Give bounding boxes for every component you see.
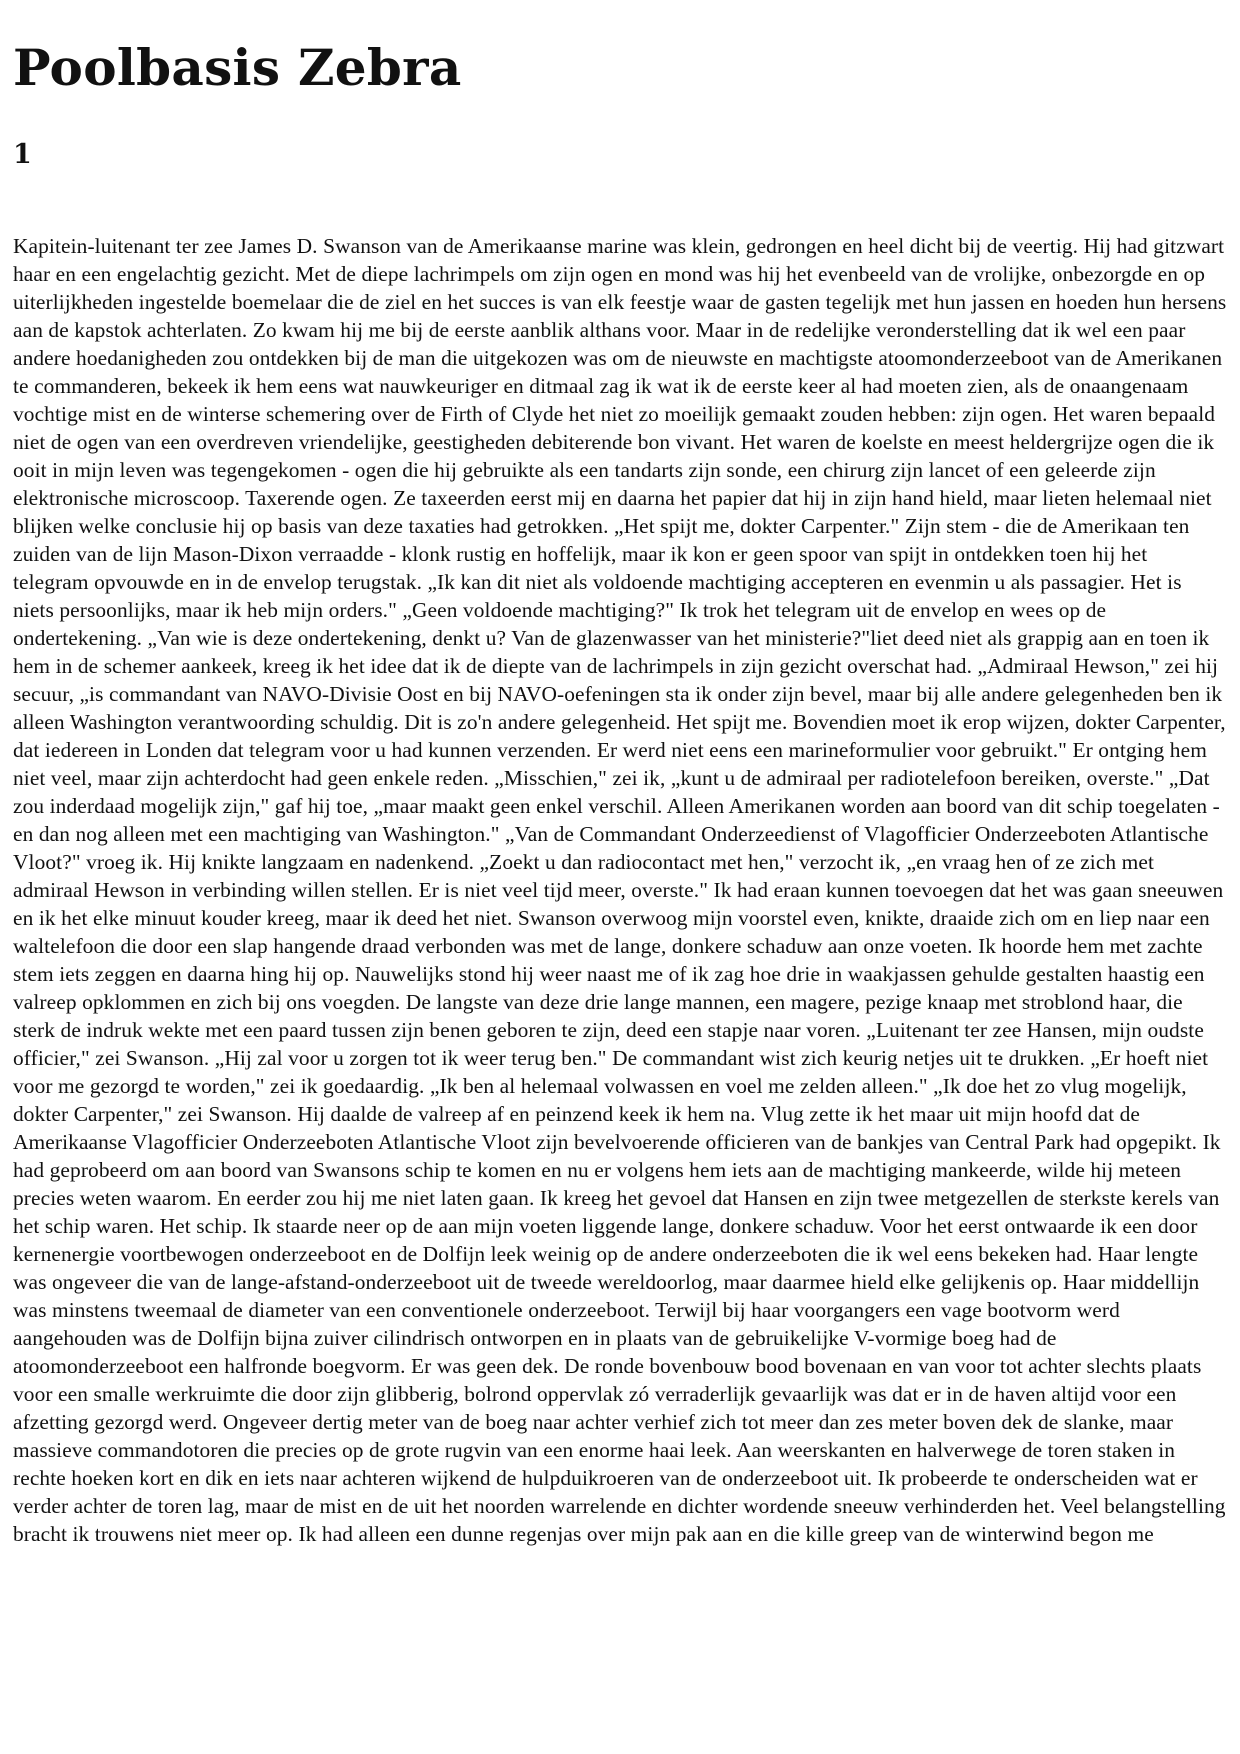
- document-title: Poolbasis Zebra: [13, 38, 462, 97]
- body-paragraph: Kapitein-luitenant ter zee James D. Swanson van de Amerikaanse marine was klein, gedrongen en heel dicht bij de veertig. Hij had gitzwart haar en een engelachtig gezicht. Met de diepe lachrimpels om zijn ogen en mond was hij het evenbeeld van de vrolijke, onbezorgde en op uiterlijkheden ingestelde boemelaar die de ziel en het succes is van elk feestje waar de gasten tegelijk met hun jassen en hoeden hun hersens aan de kapstok achterlaten. Zo kwam hij me bij de eerste aanblik althans voor. Maar in de redelijke veronderstelling dat ik wel een paar andere hoedanigheden zou ontdekken bij de man die uitgekozen was om de nieuwste en machtigste atoomonderzeeboot van de Amerikanen te commanderen, bekeek ik hem eens wat nauwkeuriger en ditmaal zag ik wat ik de eerste keer al had moeten zien, als de onaangenaam vochtige mist en de winterse schemering over de Firth of Clyde het niet zo moeilijk gemaakt zouden hebben: zijn ogen. Het waren bepaald niet de ogen van een overdreven vriendelijke, geestigheden debiterende bon vivant. Het waren de koelste en meest heldergrijze ogen die ik ooit in mijn leven was tegengekomen - ogen die hij gebruikte als een tandarts zijn sonde, een chirurg zijn lancet of een geleerde zijn elektronische microscoop. Taxerende ogen. Ze taxeerden eerst mij en daarna het papier dat hij in zijn hand hield, maar lieten helemaal niet blijken welke conclusie hij op basis van deze taxaties had getrokken. „Het spijt me, dokter Carpenter." Zijn stem - die de Amerikaan ten zuiden van de lijn Mason-Dixon verraadde - klonk rustig en hoffelijk, maar ik kon er geen spoor van spijt in ontdekken toen hij het telegram opvouwde en in de envelop terugstak. „Ik kan dit niet als voldoende machtiging accepteren en evenmin u als passagier. Het is niets persoonlijks, maar ik heb mijn orders." „Geen voldoende machtiging?" Ik trok het telegram uit de envelop en wees op de ondertekening. „Van wie is deze ondertekening, denkt u? Van de glazenwasser van het ministerie?"liet deed niet als grappig aan en toen ik hem in de schemer aankeek, kreeg ik het idee dat ik de diepte van de lachrimpels in zijn gezicht overschat had. „Admiraal Hewson," zei hij secuur, „is commandant van NAVO-Divisie Oost en bij NAVO-oefeningen sta ik onder zijn bevel, maar bij alle andere gelegenheden ben ik alleen Washington verantwoording schuldig. Dit is zo'n andere gelegenheid. Het spijt me. Bovendien moet ik erop wijzen, dokter Carpenter, dat iedereen in Londen dat telegram voor u had kunnen verzenden. Er werd niet eens een marineformulier voor gebruikt." Er ontging hem niet veel, maar zijn achterdocht had geen enkele reden. „Misschien," zei ik, „kunt u de admiraal per radiotelefoon bereiken, overste." „Dat zou inderdaad mogelijk zijn," gaf hij toe, „maar maakt geen enkel verschil. Alleen Amerikanen worden aan boord van dit schip toegelaten - en dan nog alleen met een machtiging van Washington." „Van de Commandant Onderzeedienst of Vlagofficier Onderzeeboten Atlantische Vloot?" vroeg ik. Hij knikte langzaam en nadenkend. „Zoekt u dan radiocontact met hen," verzocht ik, „en vraag hen of ze zich met admiraal Hewson in verbinding willen stellen. Er is niet veel tijd meer, overste." Ik had eraan kunnen toevoegen dat het was gaan sneeuwen en ik het elke minuut kouder kreeg, maar ik deed het niet. Swanson overwoog mijn voorstel even, knikte, draaide zich om en liep naar een waltelefoon die door een slap hangende draad verbonden was met de lange, donkere schaduw aan onze voeten. Ik hoorde hem met zachte stem iets zeggen en daarna hing hij op. Nauwelijks stond hij weer naast me of ik zag hoe drie in waakjassen gehulde gestalten haastig een valreep opklommen en zich bij ons voegden. De langste van deze drie lange mannen, een magere, pezige knaap met stroblond haar, die sterk de indruk wekte met een paard tussen zijn benen geboren te zijn, deed een stapje naar voren. „Luitenant ter zee Hansen, mijn oudste officier," zei Swanson. „Hij zal voor u zorgen tot ik weer terug ben." De commandant wist zich keurig netjes uit te drukken. „Er hoeft niet voor me gezorgd te worden," zei ik goedaardig. „Ik ben al helemaal volwassen en voel me zelden alleen." „Ik doe het zo vlug mogelijk, dokter Carpenter," zei Swanson. Hij daalde de valreep af en peinzend keek ik hem na. Vlug zette ik het maar uit mijn hoofd dat de Amerikaanse Vlagofficier Onderzeeboten Atlantische Vloot zijn bevelvoerende officieren van de bankjes van Central Park had opgepikt. Ik had geprobeerd om aan boord van Swansons schip te komen en nu er volgens hem iets aan de machtiging mankeerde, wilde hij meteen precies weten waarom. En eerder zou hij me niet laten gaan. Ik kreeg het gevoel dat Hansen en zijn twee metgezellen de sterkste kerels van het schip waren. Het schip. Ik staarde neer op de aan mijn voeten liggende lange, donkere schaduw. Voor het eerst ontwaarde ik een door kernenergie voortbewogen onderzeeboot en de Dolfijn leek weinig op de andere onderzeeboten die ik wel eens bekeken had. Haar lengte was ongeveer die van de lange-afstand-onderzeeboot uit de tweede wereldoorlog, maar daarmee hield elke gelijkenis op. Haar middellijn was minstens tweemaal de diameter van een conventionele onderzeeboot. Terwijl bij haar voorgangers een vage bootvorm werd aangehouden was de Dolfijn bijna zuiver cilindrisch ontworpen en in plaats van de gebruikelijke V-vormige boeg had de atoomonderzeeboot een halfronde boegvorm. Er was geen dek. De ronde bovenbouw bood bovenaan en van voor tot achter slechts plaats voor een smalle werkruimte die door zijn glibberig, bolrond oppervlak zó verraderlijk gevaarlijk was dat er in de haven altijd voor een afzetting gezorgd werd. Ongeveer dertig meter van de boeg naar achter verhief zich tot meer dan zes meter boven dek de slanke, maar massieve commandotoren die precies op de grote rugvin van een enorme haai leek. Aan weerskanten en halverwege de toren staken in rechte hoeken kort en dik en iets naar achteren wijkend de hulpduikroeren van de onderzeeboot uit. Ik probeerde te onderscheiden wat er verder achter de toren lag, maar de mist en de uit het noorden warrelende en dichter wordende sneeuw verhinderden het. Veel belangstelling bracht ik trouwens niet meer op. Ik had alleen een dunne regenjas over mijn pak aan en die kille greep van de winterwind begon me: [13, 234, 1227, 1546]
- chapter-heading: 1: [13, 139, 32, 170]
